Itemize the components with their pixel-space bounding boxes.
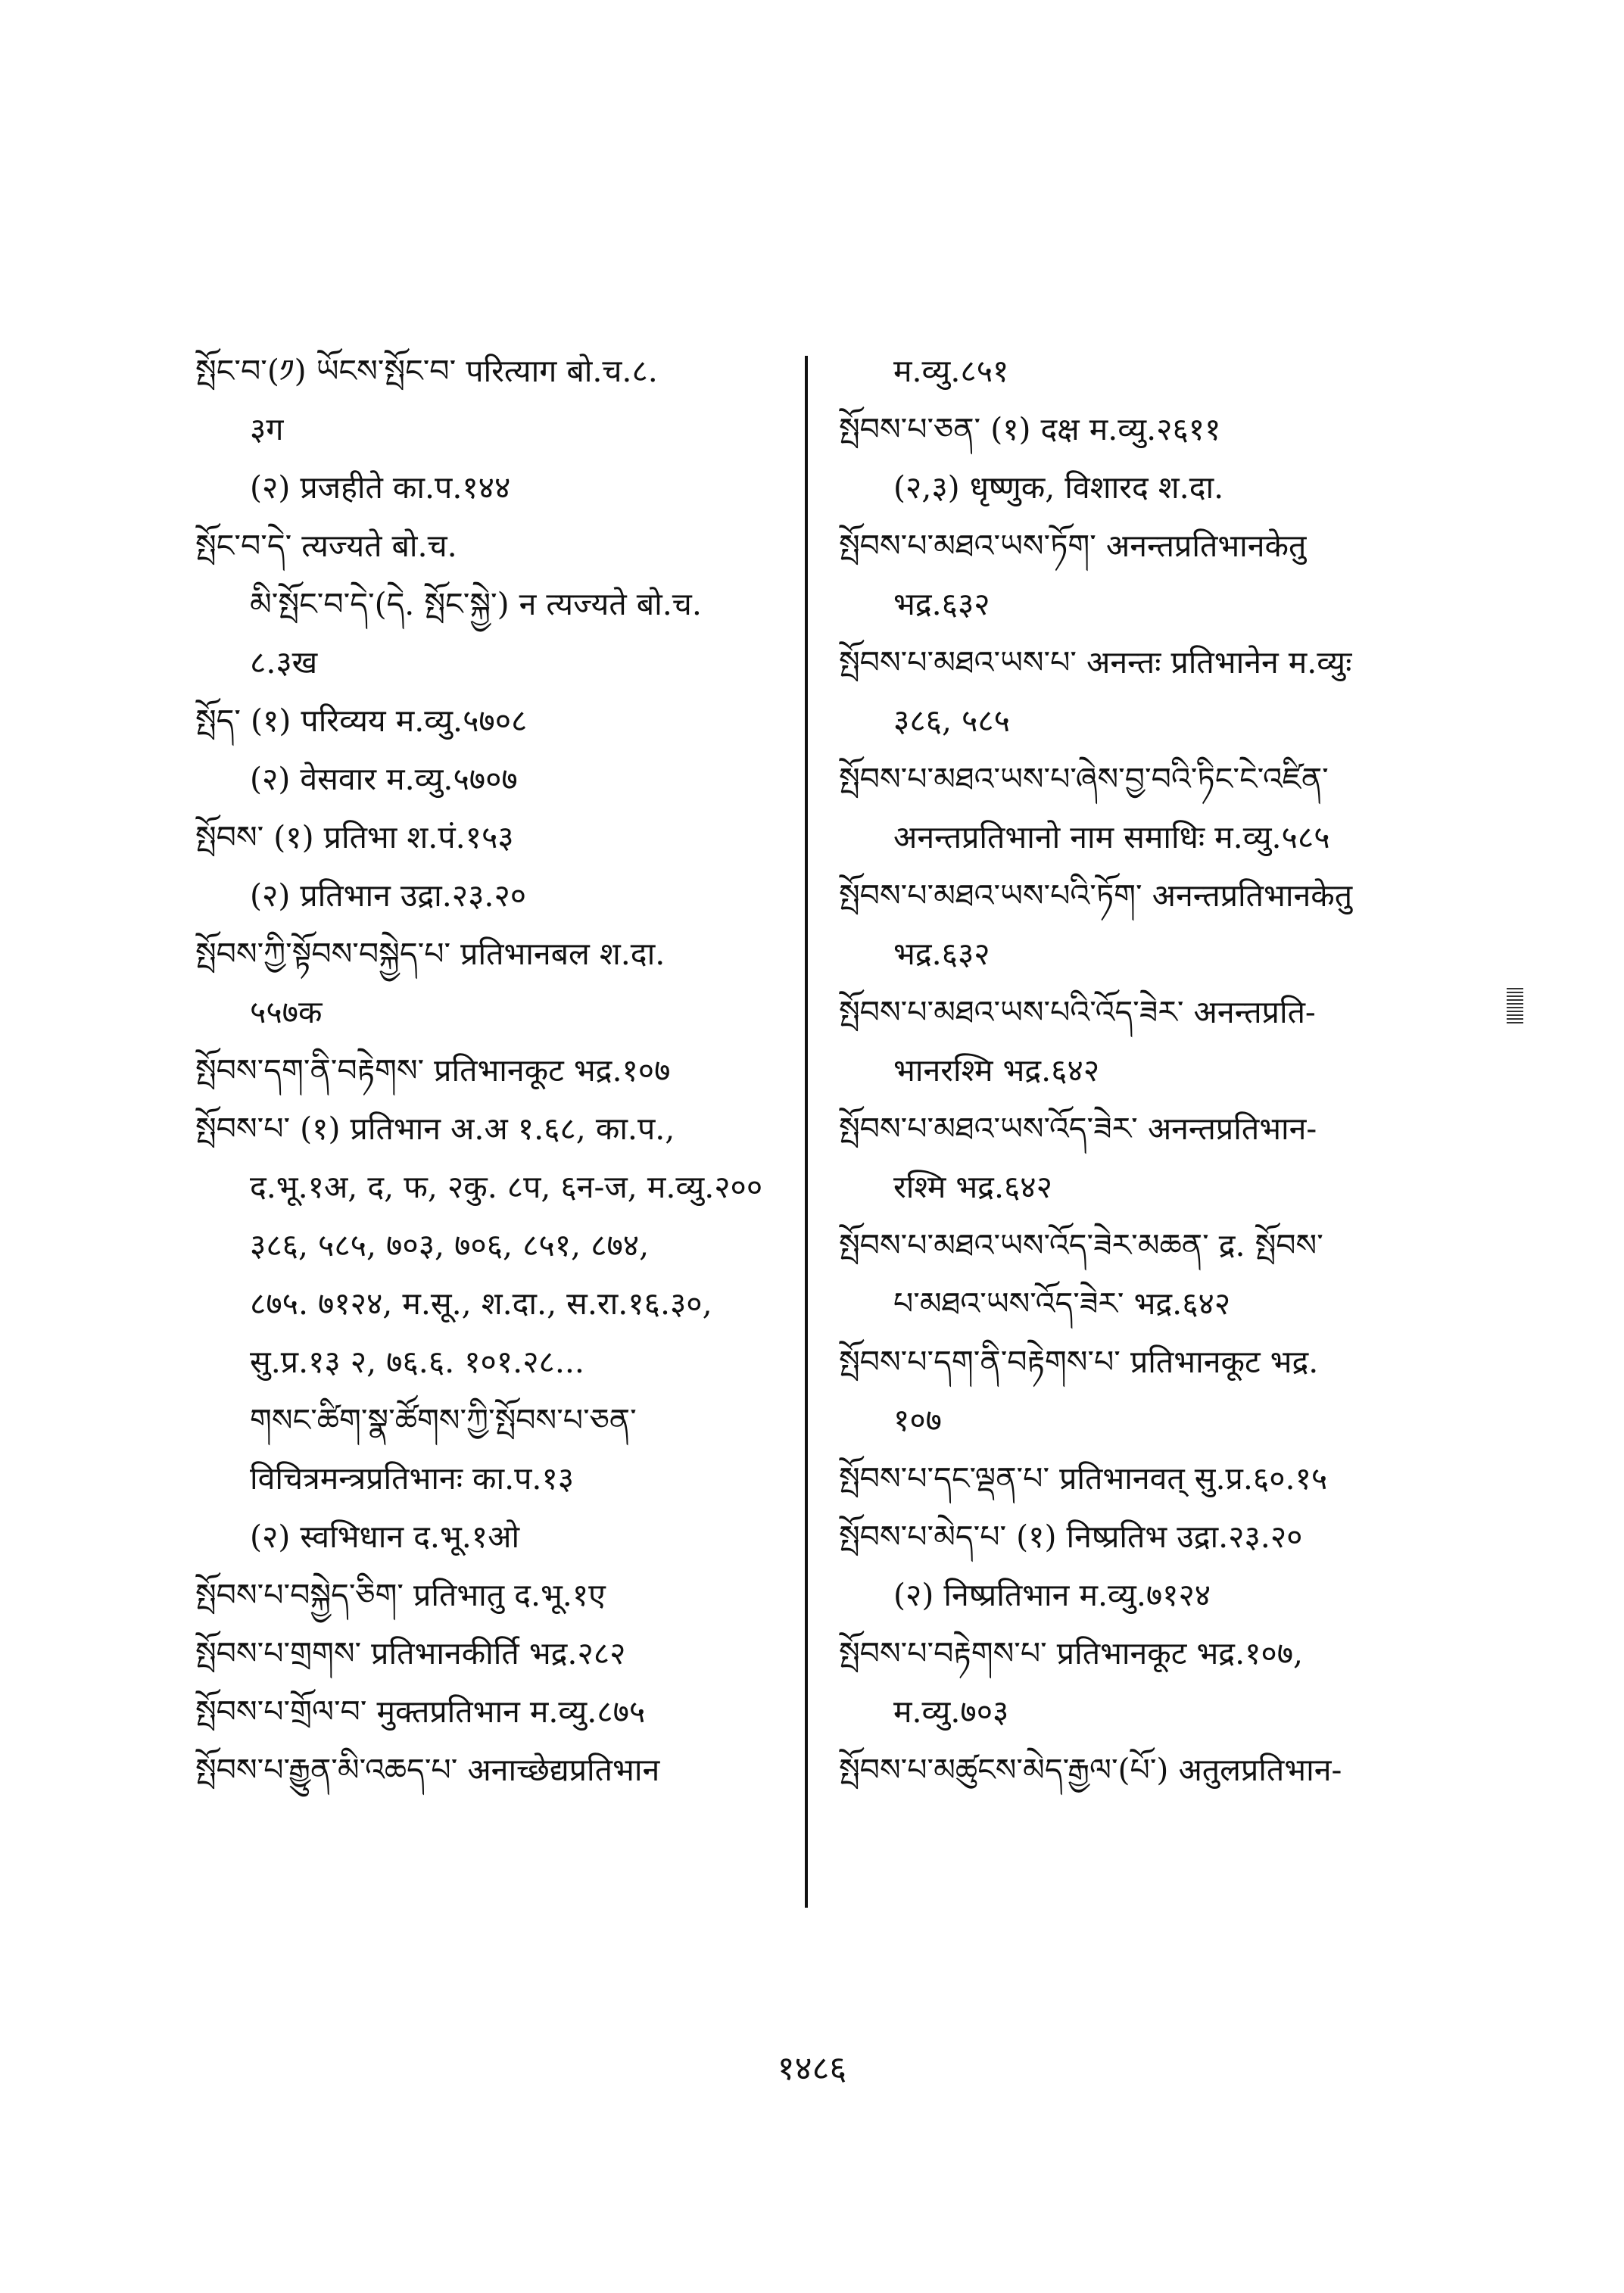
dictionary-entry-continuation: विचित्रमन्त्रप्रतिभानः का.प.१३ <box>250 1460 575 1497</box>
dictionary-sense: (२,३) धृष्णुक, विशारद श.दा. <box>893 469 1224 506</box>
dictionary-sense: (२) प्रजहीते का.प.१४४ <box>250 469 511 506</box>
dictionary-entry: སྤོབས་ཀྱི་སྟོབས་བསྐྱེད་པ་ प्रतिभानबल श.दा. <box>195 936 665 972</box>
dictionary-entry: སྤོབས་པ་གྲོལ་བ་ मुक्तप्रतिभान म.व्यु.८७५ <box>195 1693 646 1730</box>
dictionary-entry: སྤོབས་ (१) प्रतिभा श.पं.१५३ <box>195 819 514 855</box>
dictionary-entry-continuation: ३८६, ५८५, ७०३, ७०६, ८५१, ८७४, <box>250 1227 650 1263</box>
dictionary-entry: སྤོབས་པ་གྲགས་ प्रतिभानकीर्ति भद्र.२८२ <box>195 1635 626 1671</box>
dictionary-entry: སྤོབས་པ་མཐའ་ཡས་པ་ཞེས་བྱ་བའི་ཏིང་ངེ་འཛིན་ <box>839 761 1329 797</box>
dictionary-entry: སྤོང་བ་(༡) ཡོངས་སྤོང་བ་ परित्याग बो.च.८. <box>195 353 658 389</box>
dictionary-entry-continuation: म.व्यु.७०३ <box>893 1693 1009 1730</box>
dictionary-sense: (२) प्रतिभान उद्रा.२३.२० <box>250 877 527 914</box>
left-column <box>195 342 862 1799</box>
dictionary-entry-continuation: གསང་ཚིག་སྣ་ཚོགས་ཀྱི་སྤོབས་པ་ཅན་ <box>250 1402 637 1438</box>
dictionary-entry-continuation: १०७ <box>893 1402 942 1438</box>
right-column <box>839 342 1505 1799</box>
dictionary-entry-continuation: པ་མཐའ་ཡས་འོད་ཟེར་ भद्र.६४२ <box>893 1285 1231 1322</box>
dictionary-entry: སྤོབས་པ་མཐའ་ཡས་འོད་ཟེར་ अनन्तप्रतिभान- <box>839 1111 1317 1147</box>
dictionary-entry-continuation: ५५७क <box>250 994 323 1030</box>
dictionary-entry: སྤོང་བ་དེ་ त्यज्यते बो.च. <box>195 528 457 564</box>
dictionary-entry: སྤོབས་པ་མཐའ་ཡས་པ་ अनन्तः प्रतिभानेन म.व्युः <box>839 644 1352 681</box>
dictionary-entry-continuation: ८.३ख <box>250 644 318 681</box>
dictionary-entry-continuation: रश्मि भद्र.६४२ <box>893 1169 1052 1205</box>
dictionary-entry-continuation: भद्र.६३२ <box>893 586 990 622</box>
dictionary-entry: སྤོབས་པ་བསྐྱེད་ཅིག་ प्रतिभातु द.भू.१ए <box>195 1577 606 1613</box>
dictionary-entry: སྤོབས་པ་བརྟེགས་པ་ प्रतिभानकूट भद्र.१०७, <box>839 1635 1304 1671</box>
dictionary-sense: (२) वेसवार म.व्यु.५७०७ <box>250 761 518 797</box>
dictionary-entry: སྤོབས་པ་མཐའ་ཡས་པའི་ཏོག་ अनन्तप्रतिभानकेतु <box>839 877 1353 914</box>
dictionary-entry-continuation: द.भू.१अ, द, फ, २कु. ८प, ६न-ज, म.व्यु.२०० <box>250 1169 763 1205</box>
dictionary-entry-continuation: ८७५. ७१२४, म.सू., श.दा., स.रा.१६.३०, <box>250 1285 712 1322</box>
dictionary-entry: སྤོད་ (१) परिव्यय म.व्यु.५७०८ <box>195 703 528 739</box>
dictionary-entry-continuation: भद्र.६३२ <box>893 936 990 972</box>
dictionary-sense: (२) स्वभिधान द.भू.१ओ <box>250 1519 520 1555</box>
dictionary-entry: སྤོབས་པ་མཚུངས་མེད་རྒྱལ་(པོ་) अतुलप्रतिभान- <box>839 1752 1342 1788</box>
dictionary-entry-continuation: म.व्यु.८५१ <box>893 353 1009 389</box>
dictionary-entry-continuation: सु.प्र.१३ २, ७६.६. १०१.२८... <box>250 1344 584 1380</box>
dictionary-entry: སྤོབས་པ་རྒྱུན་མི་འཆད་པ་ अनाच्छेद्यप्रतिभान <box>195 1752 660 1788</box>
page-number: १४८६ <box>777 2049 847 2088</box>
dictionary-entry: སྤོབས་པ་མཐའ་ཡས་ཏོག་ अनन्तप्रतिभानकेतु <box>839 528 1307 564</box>
column-divider <box>805 356 808 1908</box>
dictionary-entry-continuation: ३८६, ५८५ <box>893 703 1010 739</box>
dictionary-entry: སྤོབས་པ་དང་ལྡན་པ་ प्रतिभानवत् सु.प्र.६०.१५ <box>839 1460 1328 1497</box>
dictionary-entry-continuation: भानरश्मि भद्र.६४२ <box>893 1052 1100 1089</box>
dictionary-entry: སྤོབས་པ་དག་ནི་བརྟེགས་པ་ प्रतिभानकूट भद्र. <box>839 1344 1319 1380</box>
dictionary-entry: སྤོབས་པ་མཐའ་ཡས་པའི་འོད་ཟེར་ अनन्तप्रति- <box>839 994 1316 1030</box>
dictionary-entry: སྤོབས་པ་མཐའ་ཡས་འོད་ཟེར་མཆན་ द्र. སྤོབས་ <box>839 1227 1323 1263</box>
dictionary-sense: (२) निष्प्रतिभान म.व्यु.७१२४ <box>893 1577 1211 1613</box>
dictionary-entry-continuation: ३ग <box>250 411 284 447</box>
dictionary-entry: སྤོབས་པ་ (१) प्रतिभान अ.अ १.६८, का.प., <box>195 1111 675 1147</box>
dictionary-entry: སྤོབས་དག་ནི་བརྟེགས་ प्रतिभानकूट भद्र.१०७ <box>195 1052 671 1089</box>
dictionary-entry: སྤོབས་པ་མེད་པ་ (१) निष्प्रतिभ उद्रा.२३.२० <box>839 1519 1303 1555</box>
dictionary-entry: སྤོབས་པ་ཅན་ (१) दक्ष म.व्यु.२६११ <box>839 411 1221 447</box>
dictionary-entry-continuation: अनन्तप्रतिभानो नाम समाधिः म.व्यु.५८५ <box>893 819 1330 855</box>
dictionary-entry-continuation: མི་སྤོང་བ་དེ་(དེ. སྤོང་སྐྱེ་) न त्यज्यते बो.च. <box>250 586 702 622</box>
margin-mark-icon <box>1507 988 1523 1026</box>
